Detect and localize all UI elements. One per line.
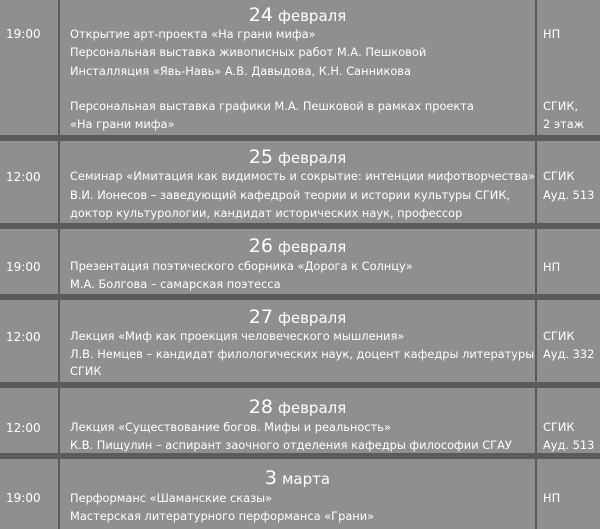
- date-month: февраля: [278, 309, 347, 327]
- date-day: 25: [248, 146, 273, 168]
- event-description-line: СГИК: [70, 364, 102, 378]
- event-description-line: Инсталляция «Явь-Навь» А.В. Давыдова, К.Н. Санникова: [70, 64, 411, 78]
- event-venue: 2 этаж: [543, 117, 584, 131]
- event-date: [60, 146, 535, 169]
- event-row-27-feb: [0, 300, 600, 382]
- column-divider: [535, 229, 537, 294]
- event-venue: Ауд. 332: [543, 347, 595, 361]
- event-venue: НП: [543, 260, 561, 274]
- date-day: 27: [248, 306, 273, 328]
- event-time: 12:00: [6, 330, 41, 344]
- event-description-line: Л.В. Немцев – кандидат филологических наук, доцент кафедры литературы: [70, 347, 535, 361]
- event-title: Семинар «Имитация как видимость и сокрытие: интенции мифотворчества»: [70, 169, 536, 183]
- event-description-line: Персональная выставка живописных работ М.А. Пешковой: [70, 45, 427, 59]
- event-title: Лекция «Миф как проекция человеческого мышления»: [70, 329, 405, 343]
- event-time: 19:00: [6, 260, 41, 274]
- event-row-25-feb: [0, 141, 600, 223]
- event-date: [60, 396, 535, 419]
- event-row-24-feb: [0, 0, 600, 135]
- event-venue: СГИК: [543, 329, 575, 343]
- event-venue: СГИК: [543, 420, 575, 434]
- event-date: [60, 467, 535, 490]
- event-venue: СГИК: [543, 169, 575, 183]
- event-venue: СГИК,: [543, 99, 579, 113]
- event-description-line: Персональная выставка графики М.А. Пешковой в рамках проекта: [70, 99, 474, 113]
- event-title: Открытие арт-проекта «На грани мифа»: [70, 27, 316, 41]
- event-title: Лекция «Существование богов. Мифы и реальность»: [70, 420, 391, 434]
- date-month: февраля: [278, 149, 347, 167]
- event-row-28-feb: [0, 388, 600, 453]
- event-description-line: Мастерская литературного перформанса «Грани»: [70, 509, 375, 523]
- date-month: марта: [282, 470, 331, 488]
- event-description-line: В.И. Ионесов – заведующий кафедрой теории и истории культуры СГИК,: [70, 188, 511, 202]
- date-month: февраля: [278, 238, 347, 256]
- event-time: 12:00: [6, 170, 41, 184]
- column-divider: [535, 388, 537, 453]
- event-description-line: М.А. Болгова – самарская поэтесса: [70, 277, 281, 291]
- date-day: 24: [248, 4, 273, 26]
- column-divider: [535, 0, 537, 135]
- event-row-3-mar: [0, 459, 600, 529]
- column-divider: [535, 459, 537, 529]
- event-description-line: К.В. Пищулин – аспирант заочного отделения кафедры философии СГАУ: [70, 438, 512, 452]
- column-divider: [535, 300, 537, 382]
- event-row-26-feb: [0, 229, 600, 294]
- event-title: Перформанс «Шаманские сказы»: [70, 491, 273, 505]
- event-date: [60, 306, 535, 329]
- event-title: Презентация поэтического сборника «Дорога к Солнцу»: [70, 259, 413, 273]
- event-time: 12:00: [6, 421, 41, 435]
- date-day: 3: [264, 467, 278, 489]
- event-venue: НП: [543, 27, 561, 41]
- date-month: февраля: [278, 399, 347, 417]
- column-divider: [535, 141, 537, 223]
- event-description-line: «На грани мифа»: [70, 117, 175, 131]
- date-day: 28: [248, 396, 273, 418]
- event-time: 19:00: [6, 27, 41, 41]
- event-venue: Ауд. 513: [543, 188, 595, 202]
- event-time: 19:00: [6, 491, 41, 505]
- event-venue: НП: [543, 491, 561, 505]
- event-description-line: доктор культурологии, кандидат исторических наук, профессор: [70, 206, 463, 220]
- date-month: февраля: [278, 7, 347, 25]
- event-date: [60, 4, 535, 27]
- event-date: [60, 235, 535, 258]
- date-day: 26: [248, 235, 273, 257]
- event-venue: Ауд. 513: [543, 438, 595, 452]
